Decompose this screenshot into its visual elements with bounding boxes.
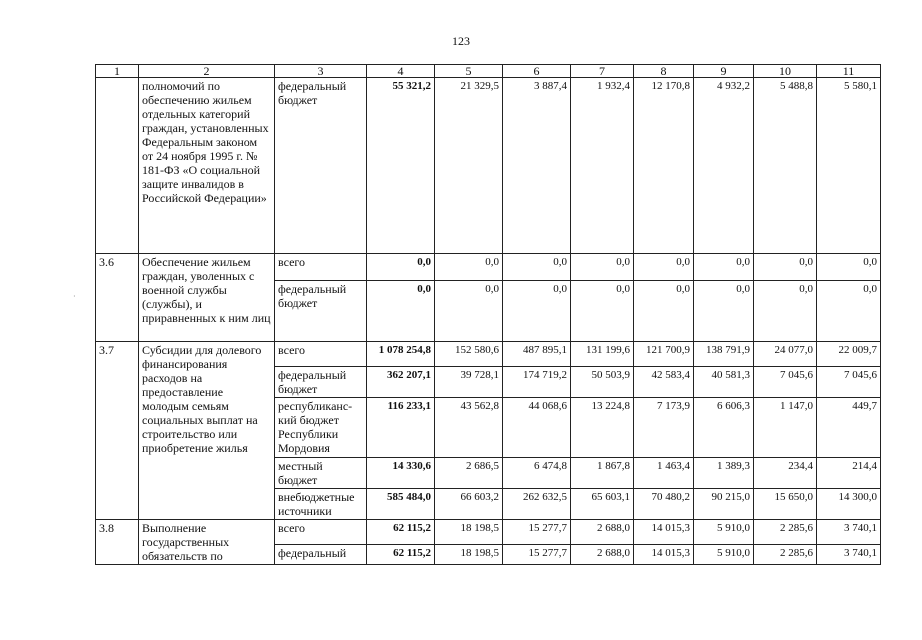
total-amount-cell: 62 115,2 xyxy=(367,520,435,545)
year-amount-cell: 14 015,3 xyxy=(634,545,694,565)
column-number: 9 xyxy=(694,65,754,78)
year-amount-cell: 2 686,5 xyxy=(435,458,503,489)
funding-source: федеральный xyxy=(275,545,367,565)
item-description: Выполнение государственных обязательств по xyxy=(139,520,275,565)
table-row xyxy=(96,254,881,281)
year-amount-cell: 0,0 xyxy=(503,281,571,342)
year-amount-cell: 0,0 xyxy=(571,281,634,342)
year-amount-cell: 2 688,0 xyxy=(571,545,634,565)
year-amount-cell: 3 887,4 xyxy=(503,78,571,254)
year-amount-cell: 0,0 xyxy=(571,254,634,281)
column-number: 6 xyxy=(503,65,571,78)
year-amount-cell: 234,4 xyxy=(754,458,817,489)
funding-source: внебюджетные источники xyxy=(275,489,367,520)
year-amount-cell: 7 045,6 xyxy=(817,367,881,398)
year-amount-cell: 0,0 xyxy=(817,281,881,342)
year-amount-cell: 39 728,1 xyxy=(435,367,503,398)
table-row xyxy=(96,520,881,545)
year-amount-cell: 1 463,4 xyxy=(634,458,694,489)
year-amount-cell: 1 867,8 xyxy=(571,458,634,489)
year-amount-cell: 3 740,1 xyxy=(817,520,881,545)
total-amount-cell: 62 115,2 xyxy=(367,545,435,565)
page-number: 123 xyxy=(452,34,470,48)
item-number xyxy=(96,78,139,254)
year-amount-cell: 70 480,2 xyxy=(634,489,694,520)
year-amount-cell: 0,0 xyxy=(435,281,503,342)
year-amount-cell: 138 791,9 xyxy=(694,342,754,367)
year-amount-cell: 18 198,5 xyxy=(435,545,503,565)
year-amount-cell: 14 300,0 xyxy=(817,489,881,520)
year-amount-cell: 21 329,5 xyxy=(435,78,503,254)
year-amount-cell: 5 488,8 xyxy=(754,78,817,254)
year-amount-cell: 6 606,3 xyxy=(694,398,754,458)
year-amount-cell: 15 650,0 xyxy=(754,489,817,520)
year-amount-cell: 6 474,8 xyxy=(503,458,571,489)
funding-source: республиканс-кий бюджет Республики Мордовия xyxy=(275,398,367,458)
year-amount-cell: 0,0 xyxy=(503,254,571,281)
total-amount-cell: 14 330,6 xyxy=(367,458,435,489)
table-row xyxy=(96,342,881,367)
year-amount-cell: 14 015,3 xyxy=(634,520,694,545)
year-amount-cell: 42 583,4 xyxy=(634,367,694,398)
year-amount-cell: 18 198,5 xyxy=(435,520,503,545)
funding-source: всего xyxy=(275,520,367,545)
total-amount-cell: 362 207,1 xyxy=(367,367,435,398)
year-amount-cell: 0,0 xyxy=(435,254,503,281)
year-amount-cell: 7 045,6 xyxy=(754,367,817,398)
total-amount-cell: 0,0 xyxy=(367,281,435,342)
funding-source: местный бюджет xyxy=(275,458,367,489)
year-amount-cell: 66 603,2 xyxy=(435,489,503,520)
year-amount-cell: 0,0 xyxy=(634,254,694,281)
column-number-row xyxy=(96,65,881,78)
year-amount-cell: 7 173,9 xyxy=(634,398,694,458)
year-amount-cell: 121 700,9 xyxy=(634,342,694,367)
year-amount-cell: 1 932,4 xyxy=(571,78,634,254)
year-amount-cell: 5 910,0 xyxy=(694,520,754,545)
total-amount-cell: 0,0 xyxy=(367,254,435,281)
item-description: Обеспечение жильем граждан, уволенных с военной службы (службы), и приравненных к ним лиц xyxy=(139,254,275,342)
funding-source: всего xyxy=(275,254,367,281)
funding-source: всего xyxy=(275,342,367,367)
column-number: 10 xyxy=(754,65,817,78)
year-amount-cell: 0,0 xyxy=(817,254,881,281)
column-number: 1 xyxy=(96,65,139,78)
year-amount-cell: 50 503,9 xyxy=(571,367,634,398)
year-amount-cell: 0,0 xyxy=(754,281,817,342)
year-amount-cell: 2 285,6 xyxy=(754,520,817,545)
year-amount-cell: 449,7 xyxy=(817,398,881,458)
year-amount-cell: 0,0 xyxy=(694,281,754,342)
column-number: 4 xyxy=(367,65,435,78)
budget-table xyxy=(95,64,881,565)
year-amount-cell: 44 068,6 xyxy=(503,398,571,458)
column-number: 8 xyxy=(634,65,694,78)
year-amount-cell: 13 224,8 xyxy=(571,398,634,458)
year-amount-cell: 90 215,0 xyxy=(694,489,754,520)
year-amount-cell: 4 932,2 xyxy=(694,78,754,254)
year-amount-cell: 12 170,8 xyxy=(634,78,694,254)
year-amount-cell: 174 719,2 xyxy=(503,367,571,398)
year-amount-cell: 131 199,6 xyxy=(571,342,634,367)
year-amount-cell: 0,0 xyxy=(754,254,817,281)
year-amount-cell: 214,4 xyxy=(817,458,881,489)
year-amount-cell: 0,0 xyxy=(694,254,754,281)
funding-source: федеральный бюджет xyxy=(275,367,367,398)
year-amount-cell: 1 389,3 xyxy=(694,458,754,489)
year-amount-cell: 22 009,7 xyxy=(817,342,881,367)
funding-source: федеральный бюджет xyxy=(275,78,367,254)
year-amount-cell: 262 632,5 xyxy=(503,489,571,520)
year-amount-cell: 15 277,7 xyxy=(503,545,571,565)
year-amount-cell: 2 285,6 xyxy=(754,545,817,565)
year-amount-cell: 3 740,1 xyxy=(817,545,881,565)
year-amount-cell: 24 077,0 xyxy=(754,342,817,367)
item-description: Субсидии для долевого финансирования расходов на предоставление молодым семьям социальных выплат на строительство или приобретение жилья xyxy=(139,342,275,520)
item-number: 3.6 xyxy=(96,254,139,342)
item-description: полномочий по обеспечению жильем отдельных категорий граждан, установленных Федеральным законом от 24 ноября 1995 г. № 181-ФЗ «О социальной защите инвалидов в Российской Федерации» xyxy=(139,78,275,254)
year-amount-cell: 5 580,1 xyxy=(817,78,881,254)
column-number: 5 xyxy=(435,65,503,78)
year-amount-cell: 152 580,6 xyxy=(435,342,503,367)
funding-source: федеральный бюджет xyxy=(275,281,367,342)
year-amount-cell: 1 147,0 xyxy=(754,398,817,458)
total-amount-cell: 116 233,1 xyxy=(367,398,435,458)
year-amount-cell: 40 581,3 xyxy=(694,367,754,398)
year-amount-cell: 15 277,7 xyxy=(503,520,571,545)
total-amount-cell: 55 321,2 xyxy=(367,78,435,254)
year-amount-cell: 43 562,8 xyxy=(435,398,503,458)
item-number: 3.7 xyxy=(96,342,139,520)
column-number: 2 xyxy=(139,65,275,78)
year-amount-cell: 0,0 xyxy=(634,281,694,342)
margin-mark: · xyxy=(73,292,76,301)
column-number: 3 xyxy=(275,65,367,78)
column-number: 7 xyxy=(571,65,634,78)
year-amount-cell: 487 895,1 xyxy=(503,342,571,367)
table-row xyxy=(96,78,881,254)
total-amount-cell: 1 078 254,8 xyxy=(367,342,435,367)
total-amount-cell: 585 484,0 xyxy=(367,489,435,520)
year-amount-cell: 2 688,0 xyxy=(571,520,634,545)
column-number: 11 xyxy=(817,65,881,78)
year-amount-cell: 65 603,1 xyxy=(571,489,634,520)
year-amount-cell: 5 910,0 xyxy=(694,545,754,565)
item-number: 3.8 xyxy=(96,520,139,565)
